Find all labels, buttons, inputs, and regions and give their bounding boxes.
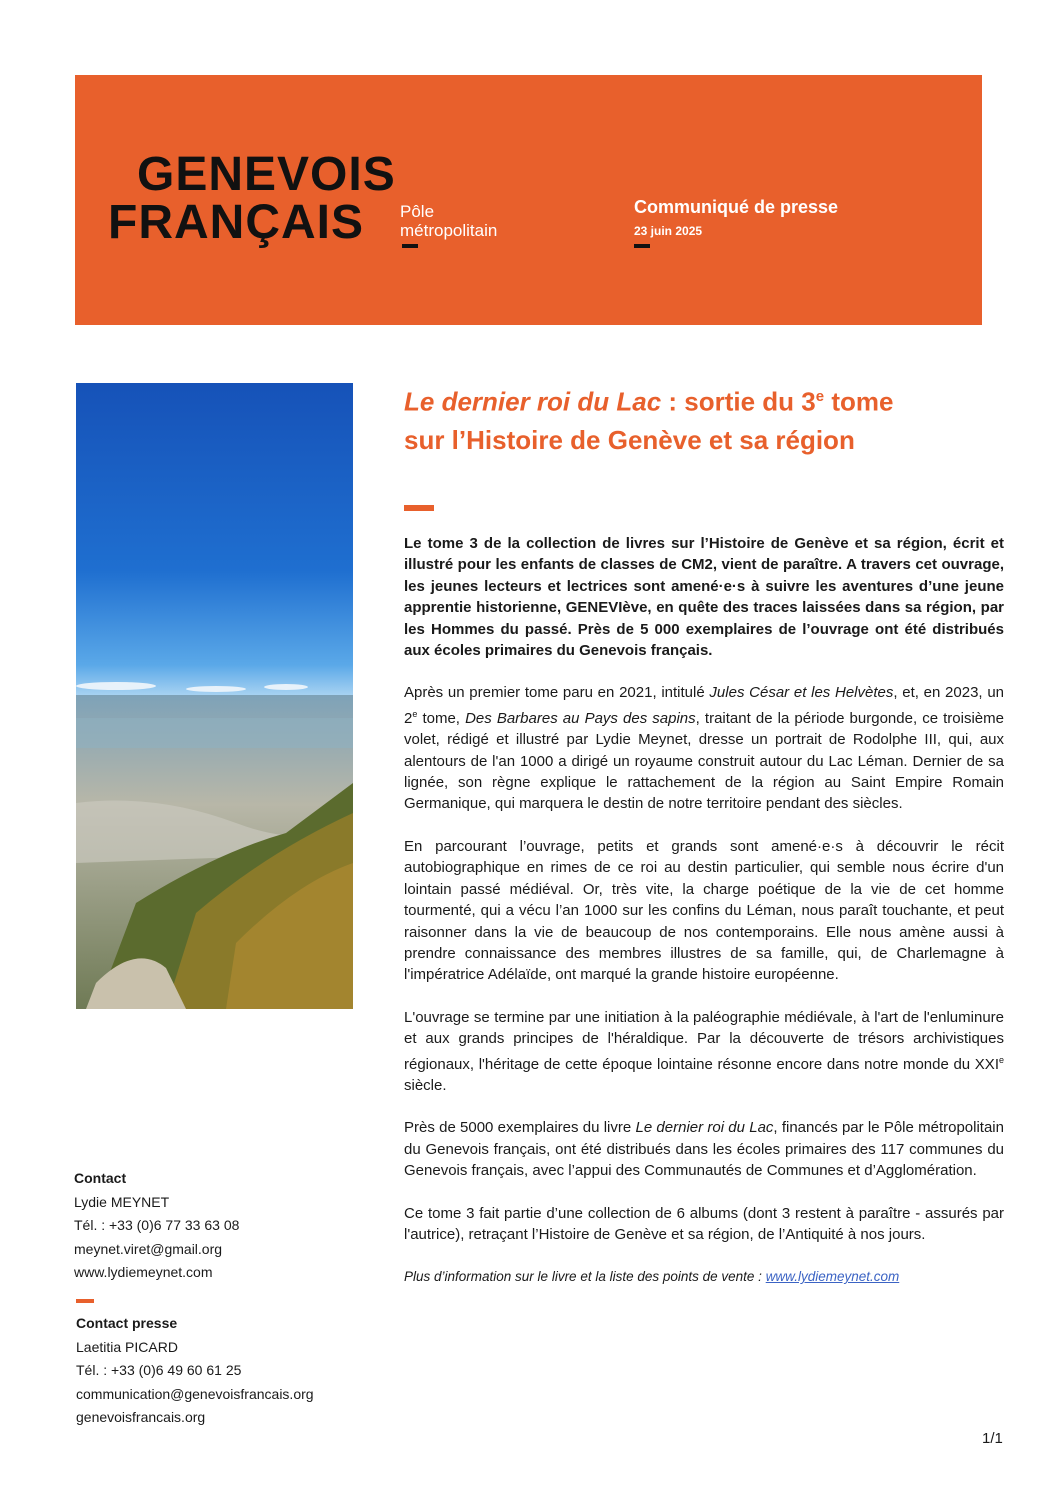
- header-banner: [75, 75, 982, 325]
- contact-website: www.lydiemeynet.com: [74, 1264, 213, 1280]
- lead-paragraph: Le tome 3 de la collection de livres sur l’Histoire de Genève et sa région, écrit et illustré pour les enfants de classes de CM2, vient de paraître. A travers cet ouvrage, les jeunes lecteurs et lectrices sont amené·e·s à suivre les aventures d’une jeune apprentie historienne, GENEVIève, en quête des traces laissées dans sa région, par les Hommes du passé. Près de 5 000 exemplaires de l’ouvrage ont été distribués aux écoles primaires du Genevois français.: [404, 535, 1004, 660]
- contact-email: meynet.viret@gmail.org: [74, 1240, 223, 1257]
- logo-subtitle: [400, 202, 497, 240]
- logo-text-genevois: GENEVOIS: [137, 148, 396, 201]
- paragraph-5: Près de 5000 exemplaires du livre Le dernier roi du Lac, financés par le Pôle métropolitain du Genevois français, ont été distribués dans les écoles primaires des 117 communes du Genevois français, avec l’appui des Communautés de Communes et d’Agglomération.: [404, 1119, 1004, 1180]
- press-contact-phone: Tél. : +33 (0)6 49 60 61 25: [76, 1362, 242, 1378]
- paragraph-6: Ce tome 3 fait partie d’une collection de 6 albums (dont 3 restent à paraître - assurés par l'autrice), retraçant l’Histoire de Genève et sa région, de l’Antiquité à nos jours.: [404, 1204, 1004, 1243]
- headline-line2: sur l’Histoire de Genève et sa région: [404, 424, 855, 455]
- more-info-note: Plus d’information sur le livre et la liste des points de vente : www.lydiemeynet.com: [404, 1269, 900, 1285]
- headline-dash: [404, 505, 434, 511]
- logo-sub-line2: métropolitain: [400, 221, 498, 240]
- paragraph-3: En parcourant l’ouvrage, petits et grands sont amené·e·s à découvrir le récit autobiographique en rimes de ce roi au destin particulier, qui semble nous écrire d'un lointain passé médiéval. Or, très vite, la charge poétique de la vie de cet homme tourmenté, qui a vécu l’an 1000 sur les confins du Léman, nous paraît touchante, et peut raisonner dans la vie de beaucoup de nos contemporains. Elle nous amène aussi à prendre connaissance des membres illustres de sa famille, qui, de Charlemagne à l'impératrice Adélaïde, ont marqué la grande histoire européenne.: [404, 837, 1004, 984]
- press-release-headline: [404, 378, 1004, 459]
- logo-dash: [402, 244, 418, 248]
- logo-text-francais: FRANÇAIS: [108, 196, 364, 249]
- contact-dash: [76, 1299, 94, 1303]
- press-contact-email: communication@genevoisfrancais.org: [76, 1385, 314, 1402]
- contact-phone: Tél. : +33 (0)6 77 33 63 08: [74, 1217, 240, 1233]
- contact-block: [74, 1167, 354, 1285]
- press-contact-website: genevoisfrancais.org: [76, 1409, 206, 1425]
- header-dash: [634, 244, 650, 248]
- author-website-link[interactable]: www.lydiemeynet.com: [765, 1269, 900, 1285]
- press-contact-name: Laetitia PICARD: [76, 1338, 178, 1355]
- headline-line1: Le dernier roi du Lac : sortie du 3e tome: [404, 386, 894, 417]
- paragraph-2: Après un premier tome paru en 2021, intitulé Jules César et les Helvètes, et, en 2023, un 2e tome, Des Barbares au Pays des sapins, traitant de la période burgonde, ce troisième volet, rédigé et illustré par Lydie Meynet, dresse un portrait de Rodolphe III, qui, aux alentours de l'an 1000 a dirigé un royaume construit autour du Lac Léman. Dernier de sa lignée, son règne explique le rattachement de la région au Saint Empire Romain Germanique, qui marquera le destin de notre territoire pendant des siècles.: [404, 684, 1004, 813]
- book-title: Le dernier roi du Lac: [404, 386, 662, 417]
- press-contact-heading: Contact presse: [76, 1315, 178, 1331]
- mountain-lake-landscape-photo: [76, 383, 353, 1009]
- document-date: 23 juin 2025: [634, 224, 703, 238]
- article-body: [404, 533, 1004, 1309]
- logo-sub-line1: Pôle: [400, 202, 435, 221]
- contact-heading: Contact: [74, 1170, 127, 1186]
- document-type: Communiqué de presse: [634, 197, 839, 217]
- page-number: 1/1: [982, 1430, 1003, 1447]
- contact-name: Lydie MEYNET: [74, 1193, 170, 1210]
- paragraph-4: L'ouvrage se termine par une initiation à la paléographie médiévale, à l'art de l'enluminure et aux grands principes de l'héraldique. Par la découverte de trésors archivistiques régionaux, l'héritage de cette époque lointaine résonne encore dans notre monde du XXIe siècle.: [404, 1008, 1004, 1094]
- press-contact-block: [76, 1312, 356, 1430]
